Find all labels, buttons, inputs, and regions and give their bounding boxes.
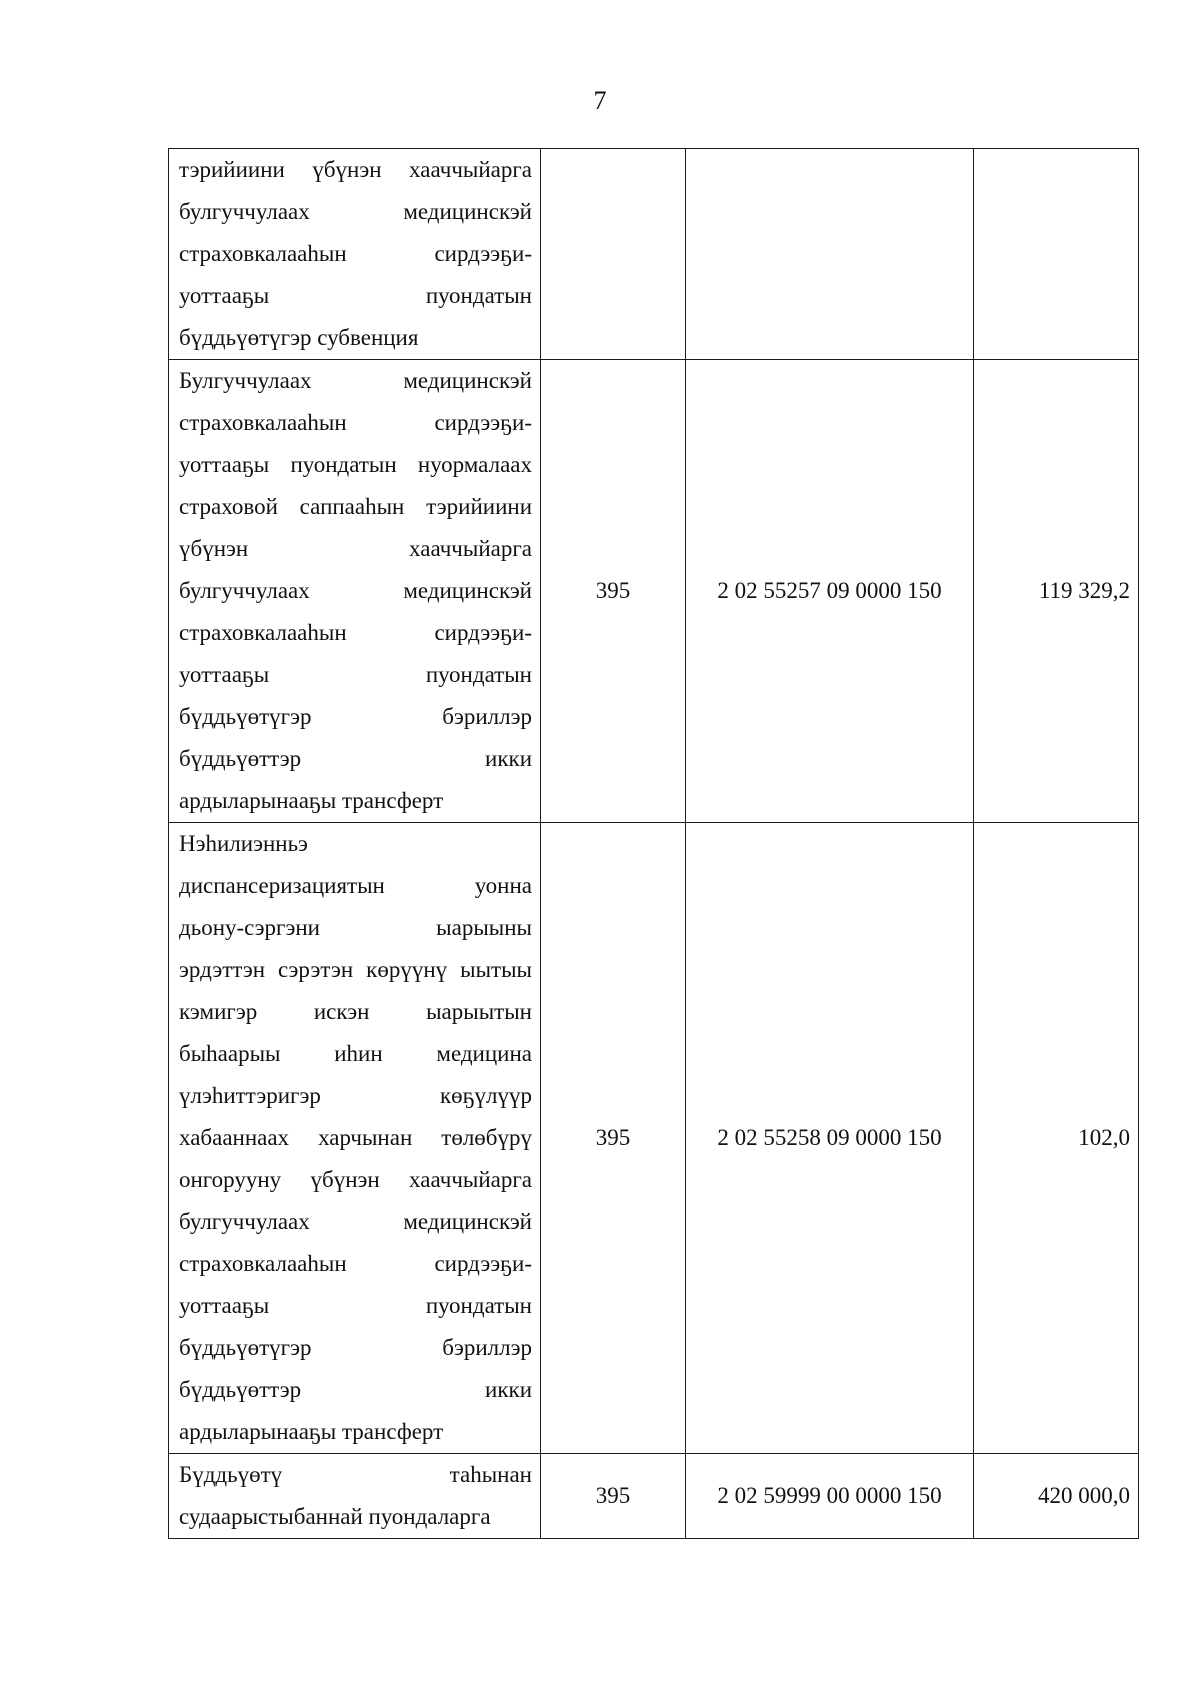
revenue-name-line: страховкалааһын сирдээҕи- (179, 620, 532, 645)
revenue-name-line: диспансеризациятын уонна (179, 873, 532, 898)
table-body (169, 149, 1139, 1539)
revenue-name-line: үлэһиттэригэр көҕүлүүр (179, 1083, 532, 1108)
budget-table (168, 148, 1139, 1539)
revenue-name-cell (169, 823, 541, 1454)
revenue-name-line: онгорууну үбүнэн хааччыйарга (179, 1167, 532, 1192)
table-row (169, 1454, 1139, 1539)
revenue-name-line: Бүддьүөтү таһынан (179, 1462, 532, 1487)
revenue-name-line: страховкалааһын сирдээҕи- (179, 1251, 532, 1276)
budget-code-cell: 2 02 55257 09 0000 150 (686, 360, 974, 823)
revenue-name-line: бүддьүөттэр икки (179, 746, 532, 771)
revenue-name-line: ардыларынааҕы трансферт (179, 788, 444, 813)
revenue-name-line: булгуччулаах медицинскэй (179, 199, 532, 224)
revenue-name-line: уоттааҕы пуондатын (179, 283, 532, 308)
revenue-name-line: быһаарыы иһин медицина (179, 1041, 532, 1066)
revenue-name-line: эрдэттэн сэрэтэн көрүүнү ыытыы (179, 957, 532, 982)
amount-cell: 420 000,0 (974, 1454, 1139, 1539)
table-row (169, 360, 1139, 823)
revenue-name-line: үбүнэн хааччыйарга (179, 536, 532, 561)
revenue-name-line: Булгуччулаах медицинскэй (179, 368, 532, 393)
revenue-name-line: бүддьүөтүгэр субвенция (179, 325, 419, 350)
revenue-name-line: дьону-сэргэни ыарыыны (179, 915, 532, 940)
revenue-name-line: судаарыстыбаннай пуондаларга (179, 1504, 491, 1529)
revenue-name-line: уоттааҕы пуондатын нуормалаах (179, 452, 532, 477)
admin-code-cell: 395 (541, 823, 686, 1454)
admin-code-cell (541, 149, 686, 360)
revenue-name-line: булгуччулаах медицинскэй (179, 1209, 532, 1234)
revenue-name-cell (169, 1454, 541, 1539)
revenue-name-line: бүддьүөттэр икки (179, 1377, 532, 1402)
revenue-name-line: страховкалааһын сирдээҕи- (179, 410, 532, 435)
revenue-name-line: бүддьүөтүгэр бэриллэр (179, 704, 532, 729)
revenue-name-line: страховой саппааһын тэрийиини (179, 494, 532, 519)
budget-code-cell: 2 02 59999 00 0000 150 (686, 1454, 974, 1539)
revenue-name-line: булгуччулаах медицинскэй (179, 578, 532, 603)
revenue-name-line: бүддьүөтүгэр бэриллэр (179, 1335, 532, 1360)
page-number: 7 (593, 86, 607, 115)
revenue-name-line: кэмигэр искэн ыарыытын (179, 999, 532, 1024)
revenue-name-line: страховкалааһын сирдээҕи- (179, 241, 532, 266)
revenue-name-cell (169, 360, 541, 823)
table-row (169, 149, 1139, 360)
table-row (169, 823, 1139, 1454)
revenue-name-line: уоттааҕы пуондатын (179, 662, 532, 687)
revenue-name-line: ардыларынааҕы трансферт (179, 1419, 444, 1444)
revenue-name-cell (169, 149, 541, 360)
admin-code-cell: 395 (541, 360, 686, 823)
admin-code-cell: 395 (541, 1454, 686, 1539)
budget-code-cell (686, 149, 974, 360)
amount-cell: 119 329,2 (974, 360, 1139, 823)
budget-code-cell: 2 02 55258 09 0000 150 (686, 823, 974, 1454)
amount-cell (974, 149, 1139, 360)
revenue-name-line: хабааннаах харчынан төлөбүрү (179, 1125, 532, 1150)
revenue-name-line: уоттааҕы пуондатын (179, 1293, 532, 1318)
amount-cell: 102,0 (974, 823, 1139, 1454)
revenue-name-line: тэрийиини үбүнэн хааччыйарга (179, 157, 532, 182)
revenue-name-line: Нэһилиэнньэ (179, 831, 308, 856)
